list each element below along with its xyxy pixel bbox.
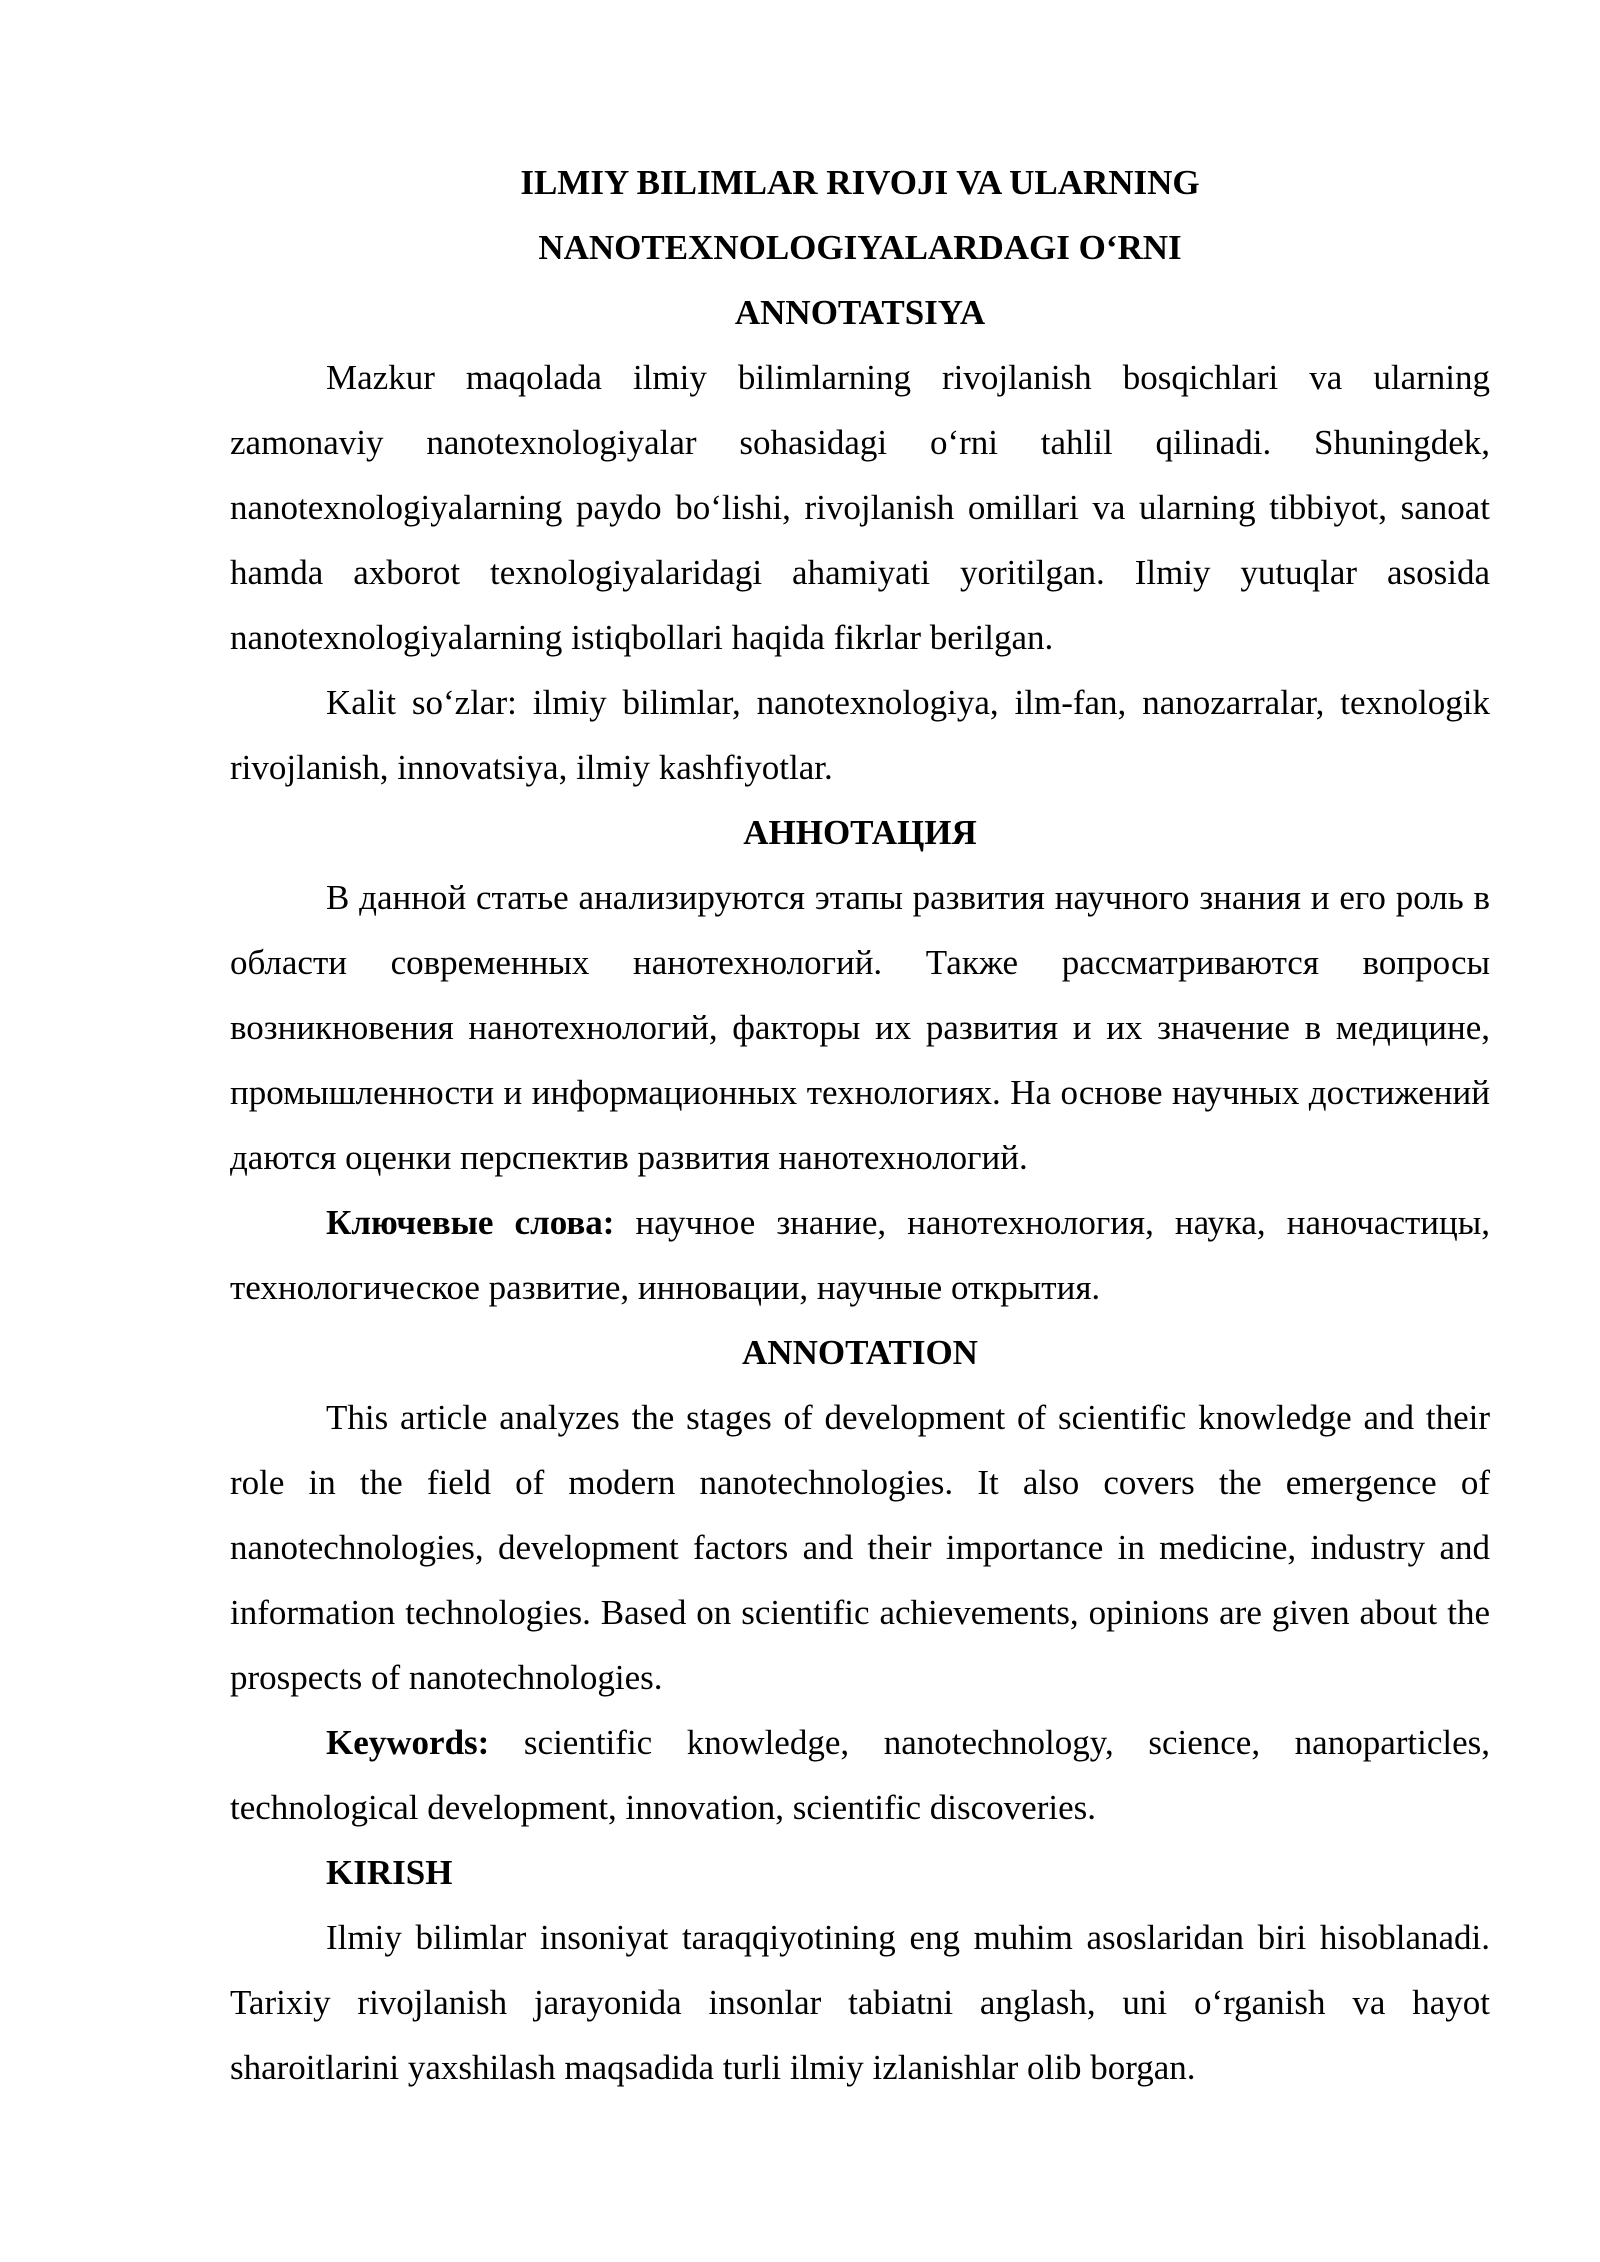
uz-abstract-text: Mazkur maqolada ilmiy bilimlarning rivojlanish bosqichlari va ularning zamonaviy nanotexnologiyalar sohasidagi o‘rni tahlil qilinadi. Shuningdek, nanotexnologiyalarning paydo bo‘lishi, rivojlanish omillari va ularning tibbiyot, sanoat hamda axborot texnologiyalaridagi ahamiyati yoritilgan. Ilmiy yutuqlar asosida nanotexnologiyalarning istiqbollari haqida fikrlar berilgan. (230, 358, 1490, 657)
paper-title-line-2: NANOTEXNOLOGIYALARDAGI O‘RNI (538, 228, 1182, 267)
paper-title-line-1: ILMIY BILIMLAR RIVOJI VA ULARNING (520, 163, 1200, 202)
ru-keywords-list: научное знание, нанотехнология, наука, наночастицы, технологическое развитие, инновации, научные открытия. (230, 1203, 1490, 1307)
en-keywords-label: Keywords: (326, 1723, 490, 1762)
ru-abstract-heading: АННОТАЦИЯ (743, 813, 977, 852)
en-abstract-text: This article analyzes the stages of development of scientific knowledge and their role in the field of modern nanotechnologies. It also covers the emergence of nanotechnologies, development factors and their importance in medicine, industry and information technologies. Based on scientific achievements, opinions are given about the prospects of nanotechnologies. (230, 1398, 1490, 1697)
en-keywords-list: scientific knowledge, nanotechnology, science, nanoparticles, technological development, innovation, scientific discoveries. (230, 1723, 1491, 1827)
document-body (230, 150, 1490, 2100)
en-abstract-heading: ANNOTATION (742, 1333, 978, 1372)
uz-keywords (230, 670, 1490, 800)
intro-heading: KIRISH (326, 1853, 453, 1892)
uz-keywords-label: Kalit so‘zlar: (326, 683, 517, 722)
uz-keywords-list: ilmiy bilimlar, nanotexnologiya, ilm-fan, nanozarralar, texnologik rivojlanish, innovatsiya, ilmiy kashfiyotlar. (230, 683, 1491, 787)
ru-keywords (230, 1190, 1490, 1320)
uz-abstract-heading: ANNOTATSIYA (734, 293, 986, 332)
en-keywords (230, 1710, 1490, 1840)
ru-keywords-label: Ключевые слова: (326, 1203, 615, 1242)
intro-text: Ilmiy bilimlar insoniyat taraqqiyotining eng muhim asoslaridan biri hisoblanadi. Tarixiy rivojlanish jarayonida insonlar tabiatni anglash, uni o‘rganish va hayot sharoitlarini yaxshilash maqsadida turli ilmiy izlanishlar olib borgan. (230, 1918, 1490, 2087)
ru-abstract-text: В данной статье анализируются этапы развития научного знания и его роль в области современных нанотехнологий. Также рассматриваются вопросы возникновения нанотехнологий, факторы их развития и их значение в медицине, промышленности и информационных технологиях. На основе научных достижений даются оценки перспектив развития нанотехнологий. (230, 878, 1490, 1177)
